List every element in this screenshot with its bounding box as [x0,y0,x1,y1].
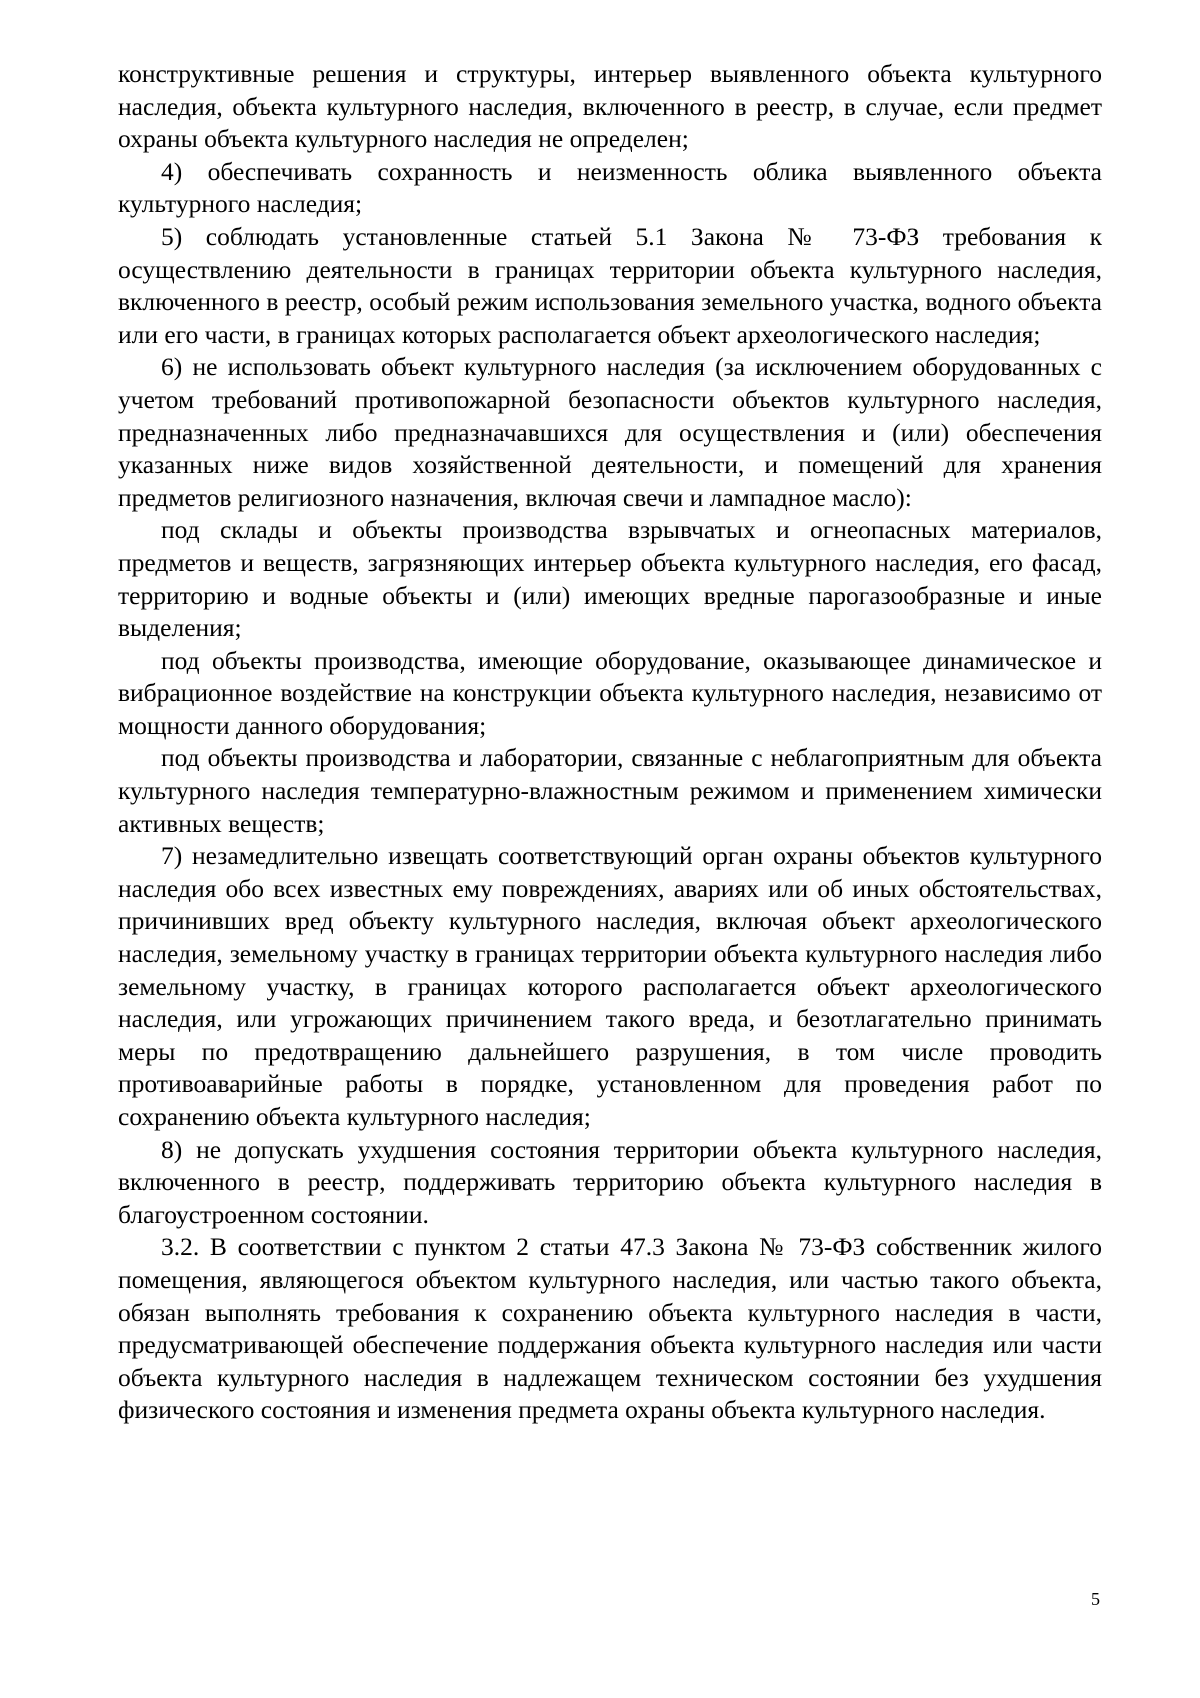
paragraph-item-6-laboratories: под объекты производства и лаборатории, связанные с неблагоприятным для объекта культурного наследия температурно-влажностным режимом и применением химически активных веществ; [118,743,1102,838]
paragraph-continuation: конструктивные решения и структуры, интерьер выявленного объекта культурного наследия, объекта культурного наследия, включенного в реестр, в случае, если предмет охраны объекта культурного наследия не определен; [118,59,1102,154]
paragraph-item-8: 8) не допускать ухудшения состояния территории объекта культурного наследия, включенного в реестр, поддерживать территорию объекта культурного наследия в благоустроенном состоянии. [118,1134,1102,1229]
paragraph-section-3-2: 3.2. В соответствии с пунктом 2 статьи 47.3 Закона № 73-ФЗ собственник жилого помещения, являющегося объектом культурного наследия, или частью такого объекта, обязан выполнять требования к сохранению объекта культурного наследия в части, предусматривающей обеспечение поддержания объекта культурного наследия или части объекта культурного наследия в надлежащем техническом состоянии без ухудшения физического состояния и изменения предмета охраны объекта культурного наследия. [118,1232,1102,1425]
paragraph-item-6-production: под объекты производства, имеющие оборудование, оказывающее динамическое и вибрационное воздействие на конструкции объекта культурного наследия, независимо от мощности данного оборудования; [118,645,1102,740]
page-number: 5 [1091,1589,1100,1609]
paragraph-item-4: 4) обеспечивать сохранность и неизменность облика выявленного объекта культурного наследия; [118,156,1102,219]
paragraph-item-6-warehouses: под склады и объекты производства взрывчатых и огнеопасных материалов, предметов и веществ, загрязняющих интерьер объекта культурного наследия, его фасад, территорию и водные объекты и (или) имеющих вредные парогазообразные и иные выделения; [118,515,1102,643]
paragraph-item-5: 5) соблюдать установленные статьей 5.1 Закона № 73-ФЗ требования к осуществлению деятельности в границах территории объекта культурного наследия, включенного в реестр, особый режим использования земельного участка, водного объекта или его части, в границах которых располагается объект археологического наследия; [118,221,1102,349]
paragraph-item-7: 7) незамедлительно извещать соответствующий орган охраны объектов культурного наследия обо всех известных ему повреждениях, авариях или об иных обстоятельствах, причинивших вред объекту культурного наследия, включая объект археологического наследия, земельному участку в границах территории объекта культурного наследия либо земельному участку, в границах которого располагается объект археологического наследия, или угрожающих причинением такого вреда, и безотлагательно принимать меры по предотвращению дальнейшего разрушения, в том числе проводить противоаварийные работы в порядке, установленном для проведения работ по сохранению объекта культурного наследия; [118,841,1102,1131]
paragraph-item-6: 6) не использовать объект культурного наследия (за исключением оборудованных с учетом требований противопожарной безопасности объектов культурного наследия, предназначенных либо предназначавшихся для осуществления и (или) обеспечения указанных ниже видов хозяйственной деятельности, и помещений для хранения предметов религиозного назначения, включая свечи и лампадное масло): [118,352,1102,512]
document-body [118,58,1102,1427]
